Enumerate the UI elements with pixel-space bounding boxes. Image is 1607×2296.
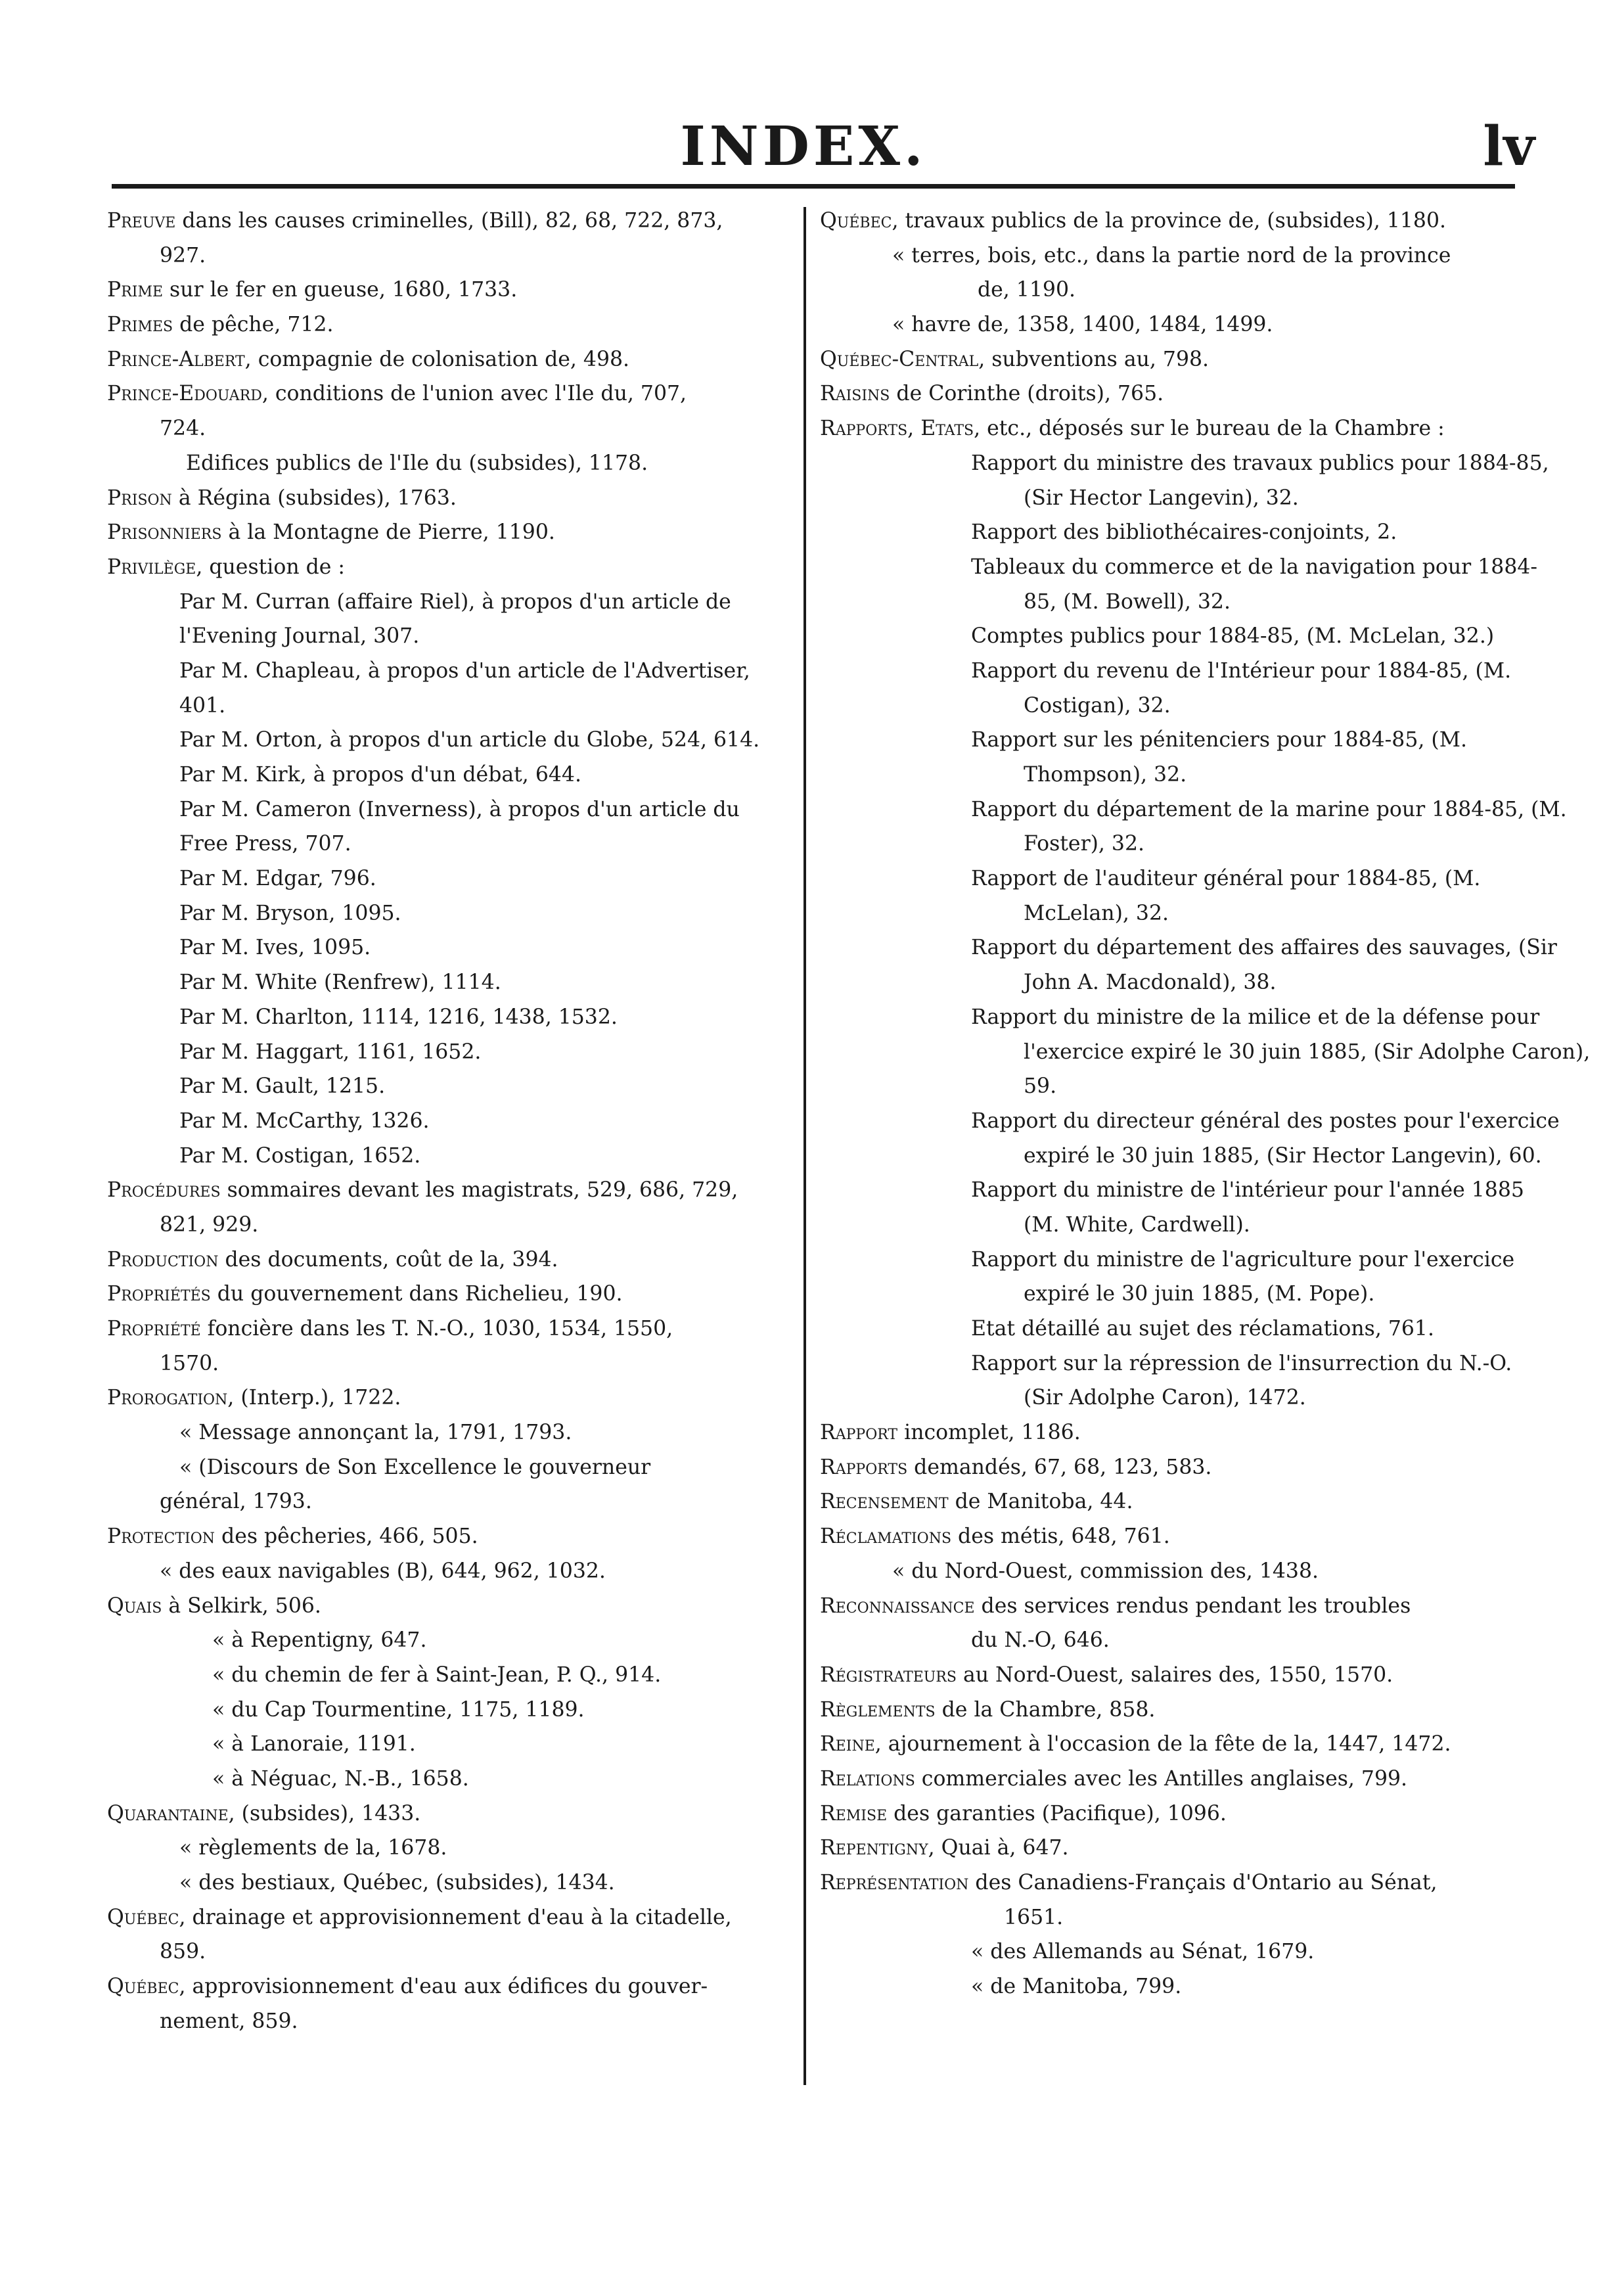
index-entry <box>820 965 1495 1000</box>
index-text: Par M. Edgar, 796. <box>179 867 376 891</box>
index-text: Rapport du ministre des travaux publics pour 1884-85, <box>971 451 1549 475</box>
index-entry <box>820 446 1549 481</box>
index-entry <box>820 550 1538 585</box>
index-entry <box>107 308 788 342</box>
index-entry <box>820 1797 1495 1831</box>
index-entry <box>820 1519 1495 1554</box>
index-text: « (Discours de Son Excellence le gouverneur <box>179 1455 651 1479</box>
index-entry <box>820 1312 1495 1346</box>
index-keyword: Régistrateurs <box>820 1663 957 1687</box>
index-keyword: Québec-Central, <box>820 347 985 371</box>
index-entry <box>820 1623 1495 1658</box>
index-entry <box>820 1762 1495 1797</box>
index-text: Par M. Chapleau, à propos d'un article de l'Advertiser, <box>179 658 750 683</box>
index-keyword: Quarantaine, <box>107 1801 235 1825</box>
index-text: Rapport des bibliothécaires-conjoints, 2. <box>971 520 1397 545</box>
index-text: de pêche, 712. <box>173 313 334 337</box>
index-text: du gouvernement dans Richelieu, 190. <box>210 1282 623 1306</box>
index-keyword: Québec, <box>107 1905 186 1929</box>
index-entry <box>107 758 788 792</box>
index-entry <box>820 308 1495 342</box>
index-keyword: Repentigny, <box>820 1836 935 1860</box>
index-entry <box>820 273 1495 308</box>
index-entry <box>820 1900 1495 1935</box>
index-text: Par M. Orton, à propos d'un article du Globe, 524, 614. <box>179 728 760 752</box>
index-entry <box>820 411 1495 446</box>
index-entry <box>820 1139 1542 1174</box>
index-text: 821, 929. <box>160 1212 259 1237</box>
index-text: approvisionnement d'eau aux édifices du gouver- <box>185 1975 708 1999</box>
index-entry <box>107 342 788 377</box>
index-text: travaux publics de la province de, (subsides), 1180. <box>898 209 1447 233</box>
index-entry <box>820 1554 1495 1589</box>
index-keyword: Réclamations <box>820 1525 952 1549</box>
index-entry <box>820 654 1512 689</box>
index-entry <box>107 1900 788 1935</box>
index-entry <box>820 377 1495 411</box>
index-text: conditions de l'union avec l'Ile du, 707, <box>268 382 687 406</box>
header-rule <box>112 184 1515 189</box>
index-entry <box>107 273 788 308</box>
index-entry <box>820 1000 1540 1035</box>
index-text: de la Chambre, 858. <box>935 1697 1156 1722</box>
index-entry <box>820 1415 1495 1450</box>
index-entry <box>107 515 788 550</box>
index-entry <box>107 1519 788 1554</box>
index-keyword: Prince-Albert, <box>107 347 252 371</box>
index-entry <box>820 481 1495 516</box>
index-entry <box>820 930 1557 965</box>
index-text: Par M. White (Renfrew), 1114. <box>179 971 501 995</box>
index-entry <box>107 2004 788 2039</box>
index-entry <box>107 930 788 965</box>
index-entry <box>820 1104 1560 1139</box>
index-text: expiré le 30 juin 1885, (M. Pope). <box>1024 1282 1375 1306</box>
index-entry <box>820 204 1495 239</box>
index-text: « Message annonçant la, 1791, 1793. <box>179 1421 572 1445</box>
index-text: « des Allemands au Sénat, 1679. <box>971 1940 1315 1964</box>
index-entry <box>107 1346 788 1381</box>
index-entry <box>107 896 788 931</box>
index-entry <box>820 1173 1524 1208</box>
left-index-column <box>107 204 788 2038</box>
index-entry <box>820 827 1495 861</box>
index-text: Rapport du revenu de l'Intérieur pour 1884-85, (M. <box>971 658 1512 683</box>
index-entry <box>820 896 1495 931</box>
index-entry <box>820 1208 1495 1243</box>
index-keyword: Raisins <box>820 382 890 406</box>
index-keyword: Rapports <box>820 1455 908 1479</box>
index-text: l'Evening Journal, 307. <box>179 624 420 649</box>
index-text: Thompson), 32. <box>1024 763 1187 787</box>
index-entry <box>820 1693 1495 1728</box>
index-text: Par M. Costigan, 1652. <box>179 1143 421 1168</box>
index-text: « du chemin de fer à Saint-Jean, P. Q., 914. <box>212 1663 662 1687</box>
index-text: Foster), 32. <box>1024 832 1145 856</box>
index-text: expiré le 30 juin 1885, (Sir Hector Langevin), 60. <box>1024 1143 1542 1168</box>
index-text: 859. <box>160 1940 206 1964</box>
index-keyword: Propriétés <box>107 1282 211 1306</box>
index-keyword: Prime <box>107 278 164 302</box>
index-entry <box>107 861 788 896</box>
index-entry <box>107 792 788 827</box>
index-keyword: Prison <box>107 486 172 510</box>
index-text: des garanties (Pacifique), 1096. <box>887 1801 1227 1825</box>
index-keyword: Production <box>107 1247 219 1272</box>
index-text: des pêcheries, 466, 505. <box>215 1525 478 1549</box>
index-entry <box>107 723 788 758</box>
index-entry <box>820 1277 1495 1312</box>
index-entry <box>820 1484 1495 1519</box>
page-number: lv <box>1483 115 1535 178</box>
index-entry <box>107 619 788 654</box>
index-text: « à Repentigny, 647. <box>212 1628 427 1653</box>
index-keyword: Preuve <box>107 209 176 233</box>
index-text: (M. White, Cardwell). <box>1024 1212 1250 1237</box>
index-entry <box>107 1035 788 1070</box>
index-entry <box>107 965 788 1000</box>
index-text: « des eaux navigables (B), 644, 962, 1032. <box>160 1559 606 1583</box>
index-text: Rapport du ministre de la milice et de la défense pour <box>971 1005 1540 1029</box>
index-entry <box>107 585 788 620</box>
index-entry <box>107 1693 788 1728</box>
index-text: des documents, coût de la, 394. <box>218 1247 558 1272</box>
index-text: 85, (M. Bowell), 32. <box>1024 589 1231 614</box>
index-keyword: Propriété <box>107 1317 201 1341</box>
index-text: demandés, 67, 68, 123, 583. <box>907 1455 1212 1479</box>
index-text: 1570. <box>160 1351 219 1375</box>
index-entry <box>820 1346 1512 1381</box>
index-text: McLelan), 32. <box>1024 901 1169 925</box>
index-entry <box>107 1104 788 1139</box>
index-entry <box>820 585 1495 620</box>
index-text: « à Néguac, N.-B., 1658. <box>212 1766 469 1791</box>
index-text: Etat détaillé au sujet des réclamations, 761. <box>971 1317 1434 1341</box>
index-text: 1651. <box>1004 1905 1064 1929</box>
index-entry <box>107 1000 788 1035</box>
index-keyword: Primes <box>107 313 173 337</box>
index-entry <box>820 515 1495 550</box>
index-keyword: Rapport <box>820 1421 898 1445</box>
right-index-column <box>820 204 1591 2004</box>
index-keyword: Québec, <box>107 1975 186 1999</box>
index-keyword: Représentation <box>820 1871 969 1894</box>
index-text: Quai à, 647. <box>934 1836 1069 1860</box>
index-text: Tableaux du commerce et de la navigation pour 1884- <box>971 555 1538 579</box>
index-entry <box>107 1658 788 1693</box>
index-text: Rapport sur les pénitenciers pour 1884-85, (M. <box>971 728 1467 752</box>
index-text: Rapport de l'auditeur général pour 1884-85, (M. <box>971 867 1481 891</box>
index-entry <box>107 1139 788 1174</box>
index-entry <box>107 1797 788 1831</box>
index-text: Rapport du ministre de l'agriculture pour l'exercice <box>971 1247 1515 1272</box>
index-entry <box>820 1831 1495 1866</box>
index-text: « à Lanoraie, 1191. <box>212 1732 416 1756</box>
index-text: (Sir Adolphe Caron), 1472. <box>1024 1386 1306 1410</box>
index-text: « du Nord-Ouest, commission des, 1438. <box>892 1559 1319 1583</box>
index-text: foncière dans les T. N.-O., 1030, 1534, 1550, <box>200 1317 673 1341</box>
index-text: Par M. Bryson, 1095. <box>179 901 401 925</box>
index-text: Par M. Haggart, 1161, 1652. <box>179 1040 482 1064</box>
index-text: Par M. McCarthy, 1326. <box>179 1109 430 1133</box>
index-entry <box>820 1935 1495 1969</box>
index-text: sur le fer en gueuse, 1680, 1733. <box>163 278 518 302</box>
index-entry <box>107 1415 788 1450</box>
index-text: ajournement à l'occasion de la fête de la, 1447, 1472. <box>881 1732 1451 1756</box>
index-entry <box>107 827 788 861</box>
index-entry <box>820 1243 1515 1277</box>
index-text: Comptes publics pour 1884-85, (M. McLelan, 32.) <box>971 624 1495 649</box>
index-text: John A. Macdonald), 38. <box>1024 971 1277 995</box>
index-text: Par M. Curran (affaire Riel), à propos d'un article de <box>179 589 731 614</box>
index-entry <box>820 1450 1495 1485</box>
index-text: Rapport du département des affaires des sauvages, (Sir <box>971 936 1557 960</box>
index-text: l'exercice expiré le 30 juin 1885, (Sir Adolphe Caron), <box>1024 1040 1591 1064</box>
index-text: de Corinthe (droits), 765. <box>890 382 1164 406</box>
index-text: du N.-O, 646. <box>971 1628 1110 1653</box>
index-text: des services rendus pendant les troubles <box>974 1594 1411 1618</box>
index-entry <box>820 689 1495 723</box>
index-text: compagnie de colonisation de, 498. <box>251 347 630 371</box>
index-keyword: Reine, <box>820 1732 882 1756</box>
index-text: de, 1190. <box>978 278 1076 302</box>
index-text: etc., déposés sur le bureau de la Chambre : <box>980 417 1445 441</box>
index-text: drainage et approvisionnement d'eau à la citadelle, <box>185 1905 732 1929</box>
index-keyword: Quais <box>107 1594 162 1618</box>
index-keyword: Relations <box>820 1766 915 1791</box>
index-entry <box>107 1381 788 1415</box>
index-text: incomplet, 1186. <box>897 1421 1081 1445</box>
index-keyword: Prince-Edouard, <box>107 382 269 406</box>
index-keyword: Remise <box>820 1801 888 1825</box>
index-text: Rapport sur la répression de l'insurrection du N.-O. <box>971 1351 1512 1375</box>
index-text: 401. <box>179 693 226 718</box>
index-text: Rapport du directeur général des postes pour l'exercice <box>971 1109 1560 1133</box>
index-entry <box>107 1277 788 1312</box>
index-text: Par M. Charlton, 1114, 1216, 1438, 1532. <box>179 1005 618 1029</box>
index-entry <box>107 1969 788 2004</box>
index-text: au Nord-Ouest, salaires des, 1550, 1570. <box>956 1663 1393 1687</box>
index-text: Free Press, 707. <box>179 832 351 856</box>
index-entry <box>107 411 788 446</box>
index-entry <box>820 1035 1591 1070</box>
index-entry <box>107 204 788 239</box>
index-text: à Régina (subsides), 1763. <box>171 486 457 510</box>
index-text: Par M. Gault, 1215. <box>179 1074 386 1099</box>
index-entry <box>820 1866 1495 1900</box>
index-entry <box>107 654 788 689</box>
index-entry <box>107 689 788 723</box>
index-keyword: Reconnaissance <box>820 1594 975 1618</box>
index-keyword: Rapports, Etats, <box>820 417 981 441</box>
index-entry <box>107 481 788 516</box>
index-entry <box>820 1969 1495 2004</box>
index-entry <box>107 1243 788 1277</box>
index-text: 724. <box>160 417 206 441</box>
index-entry <box>107 1831 788 1866</box>
index-text: (subsides), 1433. <box>235 1801 421 1825</box>
index-entry <box>107 550 788 585</box>
index-keyword: Protection <box>107 1525 215 1549</box>
index-entry <box>820 758 1495 792</box>
index-text: question de : <box>202 555 346 579</box>
index-text: « de Manitoba, 799. <box>971 1975 1182 1999</box>
index-keyword: Québec, <box>820 209 899 233</box>
index-text: Rapport du département de la marine pour 1884-85, (M. <box>971 797 1567 821</box>
index-entry <box>107 1762 788 1797</box>
index-entry <box>107 1173 788 1208</box>
index-text: « des bestiaux, Québec, (subsides), 1434. <box>179 1871 615 1894</box>
index-entry <box>107 1589 788 1624</box>
index-text: Par M. Cameron (Inverness), à propos d'un article du <box>179 797 740 821</box>
index-entry <box>820 1589 1495 1624</box>
page-title: INDEX. <box>680 115 927 178</box>
index-entry <box>107 446 788 481</box>
index-entry <box>107 1484 788 1519</box>
index-text: nement, 859. <box>160 2009 298 2033</box>
index-entry <box>820 342 1495 377</box>
index-entry <box>820 792 1567 827</box>
index-text: 59. <box>1024 1074 1057 1099</box>
index-text: dans les causes criminelles, (Bill), 82, 68, 722, 873, <box>175 209 723 233</box>
index-entry <box>820 1381 1495 1415</box>
index-text: Par M. Ives, 1095. <box>179 936 371 960</box>
index-text: (Interp.), 1722. <box>234 1386 401 1410</box>
index-keyword: Règlements <box>820 1697 936 1722</box>
index-text: général, 1793. <box>160 1490 312 1514</box>
index-text: à Selkirk, 506. <box>162 1594 321 1618</box>
index-entry <box>820 239 1495 273</box>
index-entry <box>107 1069 788 1104</box>
index-text: « du Cap Tourmentine, 1175, 1189. <box>212 1697 585 1722</box>
index-entry <box>107 377 788 411</box>
index-keyword: Prorogation, <box>107 1386 235 1410</box>
index-text: subventions au, 798. <box>985 347 1210 371</box>
column-divider <box>804 207 806 2085</box>
index-entry <box>107 1208 788 1243</box>
index-entry <box>820 723 1495 758</box>
index-entry <box>107 1866 788 1900</box>
index-entry <box>820 1727 1495 1762</box>
index-text: des métis, 648, 761. <box>951 1525 1170 1549</box>
index-entry <box>107 1554 788 1589</box>
index-entry <box>107 1312 788 1346</box>
index-text: « terres, bois, etc., dans la partie nord de la province <box>892 243 1451 267</box>
index-entry <box>820 1069 1495 1104</box>
index-text: de Manitoba, 44. <box>948 1490 1133 1514</box>
index-text: Rapport du ministre de l'intérieur pour l'année 1885 <box>971 1178 1524 1203</box>
index-entry <box>820 861 1495 896</box>
index-entry <box>107 239 788 273</box>
index-entry <box>107 1623 788 1658</box>
index-text: Edifices publics de l'Ile du (subsides), 1178. <box>186 451 648 475</box>
index-keyword: Procédures <box>107 1178 221 1203</box>
index-text: « règlements de la, 1678. <box>179 1836 447 1860</box>
index-text: 927. <box>160 243 206 267</box>
index-entry <box>107 1727 788 1762</box>
index-keyword: Recensement <box>820 1490 949 1514</box>
index-entry <box>820 1658 1495 1693</box>
index-text: Costigan), 32. <box>1024 693 1171 718</box>
index-text: à la Montagne de Pierre, 1190. <box>221 520 555 545</box>
index-text: « havre de, 1358, 1400, 1484, 1499. <box>892 313 1273 337</box>
index-text: Par M. Kirk, à propos d'un débat, 644. <box>179 763 581 787</box>
index-entry <box>107 1450 788 1485</box>
index-entry <box>107 1935 788 1969</box>
index-text: sommaires devant les magistrats, 529, 686, 729, <box>220 1178 738 1203</box>
index-keyword: Prisonniers <box>107 520 222 545</box>
index-text: des Canadiens-Français d'Ontario au Sénat, <box>968 1871 1437 1894</box>
index-keyword: Privilège, <box>107 555 203 579</box>
index-text: commerciales avec les Antilles anglaises, 799. <box>915 1766 1408 1791</box>
index-entry <box>820 619 1495 654</box>
index-text: (Sir Hector Langevin), 32. <box>1024 486 1299 510</box>
